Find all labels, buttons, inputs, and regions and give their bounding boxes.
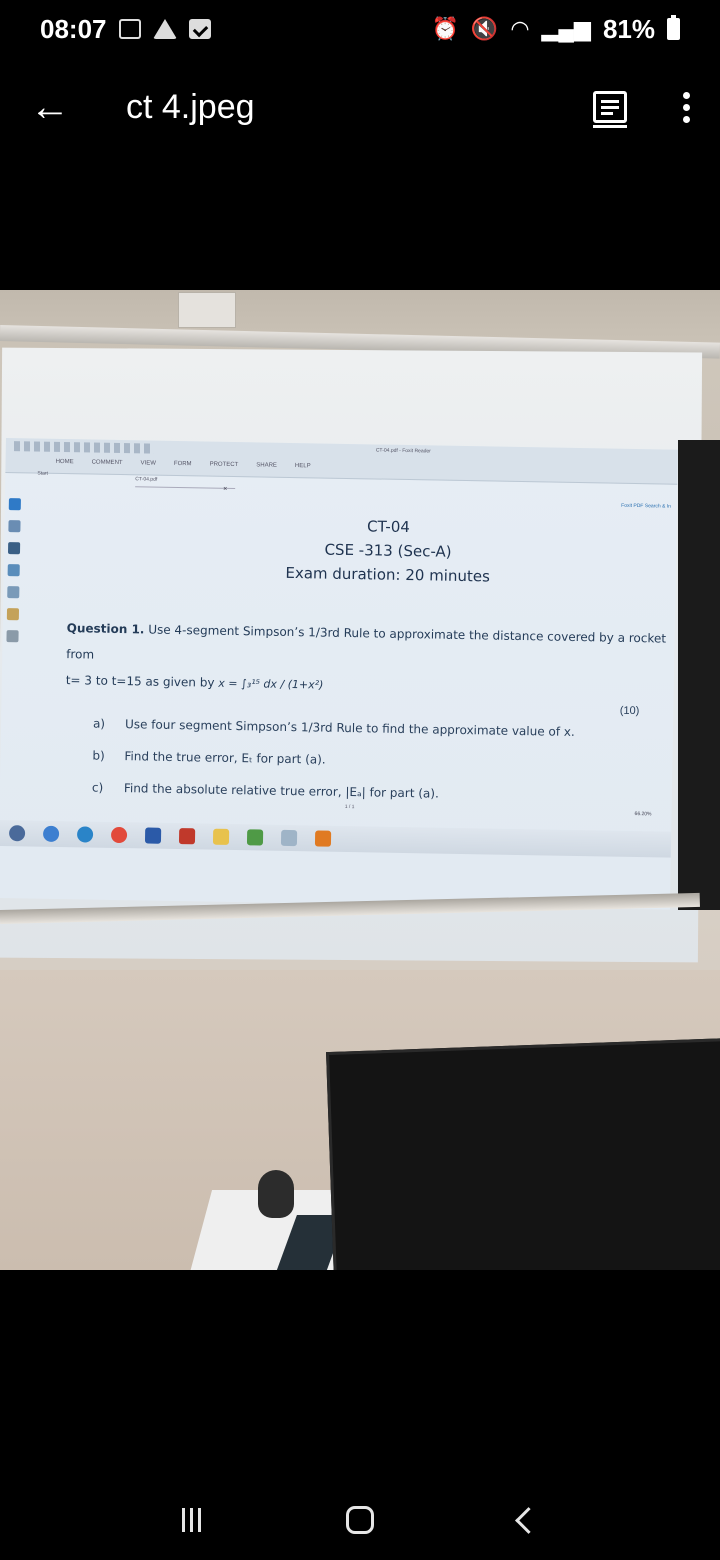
part-text: Find the absolute relative true error, |Eₐ| for part (a). xyxy=(123,781,439,801)
signal-icon: ▂▄▆ xyxy=(541,16,591,41)
windows-icon[interactable] xyxy=(247,829,263,845)
part-text: Find the true error, Eₜ for part (a). xyxy=(124,749,326,767)
powerpoint-icon[interactable] xyxy=(179,828,195,844)
tab-view[interactable]: VIEW xyxy=(140,460,156,467)
signature-icon[interactable] xyxy=(6,630,18,642)
pdf-reader-window xyxy=(0,438,678,910)
security-icon[interactable] xyxy=(7,608,19,620)
more-options-icon[interactable] xyxy=(683,92,690,123)
zoom-level[interactable]: 66.20% xyxy=(634,811,652,818)
app-icon[interactable] xyxy=(281,830,297,846)
course-code: CSE -313 (Sec-A) xyxy=(324,540,452,561)
window-title: CT-04.pdf - Foxit Reader xyxy=(375,447,431,455)
battery-icon xyxy=(667,18,680,40)
pages-icon[interactable] xyxy=(8,520,20,532)
home-icon[interactable] xyxy=(346,1506,374,1534)
list-item xyxy=(65,716,665,740)
part-label: a) xyxy=(92,716,106,731)
tab-home[interactable]: HOME xyxy=(55,458,74,466)
question-label: Question 1. xyxy=(66,621,145,637)
folder-icon[interactable] xyxy=(213,829,229,845)
word-icon[interactable] xyxy=(145,827,161,843)
list-item xyxy=(64,748,664,772)
exam-code: CT-04 xyxy=(366,517,411,537)
taskbar xyxy=(0,820,671,858)
question-parts xyxy=(64,716,665,804)
monitor xyxy=(326,1038,720,1270)
ribbon-tabs xyxy=(56,459,311,469)
page-indicator[interactable]: 1 / 1 xyxy=(344,803,355,811)
pdf-page xyxy=(63,509,668,822)
part-label: c) xyxy=(91,780,104,795)
left-toolbar xyxy=(6,498,23,642)
close-icon[interactable]: × xyxy=(223,485,228,493)
ie-browser-icon[interactable] xyxy=(77,826,93,842)
exam-duration: Exam duration: 20 minutes xyxy=(285,563,491,586)
start-icon[interactable] xyxy=(9,825,25,841)
question-text-2: t= 3 to t=15 as given by xyxy=(65,673,215,690)
status-bar xyxy=(0,0,720,58)
screen-frame xyxy=(678,440,720,910)
wall-socket xyxy=(178,292,236,328)
photo-viewer[interactable] xyxy=(0,290,720,1270)
image-title: ct 4.jpeg xyxy=(126,87,255,126)
question-text: Use 4-segment Simpson’s 1/3rd Rule to approximate the distance covered by a rocket from xyxy=(66,622,667,662)
back-icon[interactable] xyxy=(515,1507,542,1534)
foxit-icon[interactable] xyxy=(315,830,331,846)
comment-icon[interactable] xyxy=(8,564,20,576)
tab-form[interactable]: FORM xyxy=(173,460,192,468)
document-tab[interactable]: CT-04.pdf xyxy=(135,476,235,489)
mouse xyxy=(258,1170,294,1218)
integral-formula: x = ∫₃¹⁵ dx / (1+x²) xyxy=(218,676,324,692)
start-label: Start xyxy=(37,470,48,477)
back-arrow-icon[interactable]: ← xyxy=(30,84,70,129)
layers-icon[interactable] xyxy=(8,542,20,554)
status-time: 08:07 xyxy=(40,13,107,44)
tab-protect[interactable]: PROTECT xyxy=(209,461,239,469)
part-text: Use four segment Simpson’s 1/3rd Rule to find the approximate value of x. xyxy=(124,717,575,739)
question xyxy=(66,615,667,704)
exam-header xyxy=(108,510,669,592)
app-bar xyxy=(0,62,720,152)
marks: (10) xyxy=(619,704,640,718)
alarm-icon: ⏰ xyxy=(431,16,459,41)
tab-share[interactable]: SHARE xyxy=(256,462,277,469)
chrome-icon[interactable] xyxy=(111,827,127,843)
tab-comment[interactable]: COMMENT xyxy=(91,459,123,467)
wifi-icon: ◠ xyxy=(510,16,530,41)
search-pane-link[interactable]: Foxit PDF Search & In xyxy=(621,502,671,510)
media-player-icon[interactable] xyxy=(43,826,59,842)
check-icon xyxy=(189,19,211,39)
mute-icon: 🔇 xyxy=(470,16,499,41)
part-label: b) xyxy=(92,748,105,763)
bookmark-icon[interactable] xyxy=(9,498,21,510)
battery-percent: 81% xyxy=(602,13,655,44)
attachment-icon[interactable] xyxy=(7,586,19,598)
recents-icon[interactable] xyxy=(182,1508,201,1532)
quick-access-toolbar xyxy=(14,441,154,453)
gallery-icon xyxy=(119,19,141,39)
status-right xyxy=(432,14,681,45)
drive-icon xyxy=(153,19,177,39)
tab-help[interactable]: HELP xyxy=(294,463,311,470)
details-icon[interactable] xyxy=(593,91,627,123)
navigation-bar xyxy=(0,1480,720,1560)
status-left xyxy=(40,14,211,45)
